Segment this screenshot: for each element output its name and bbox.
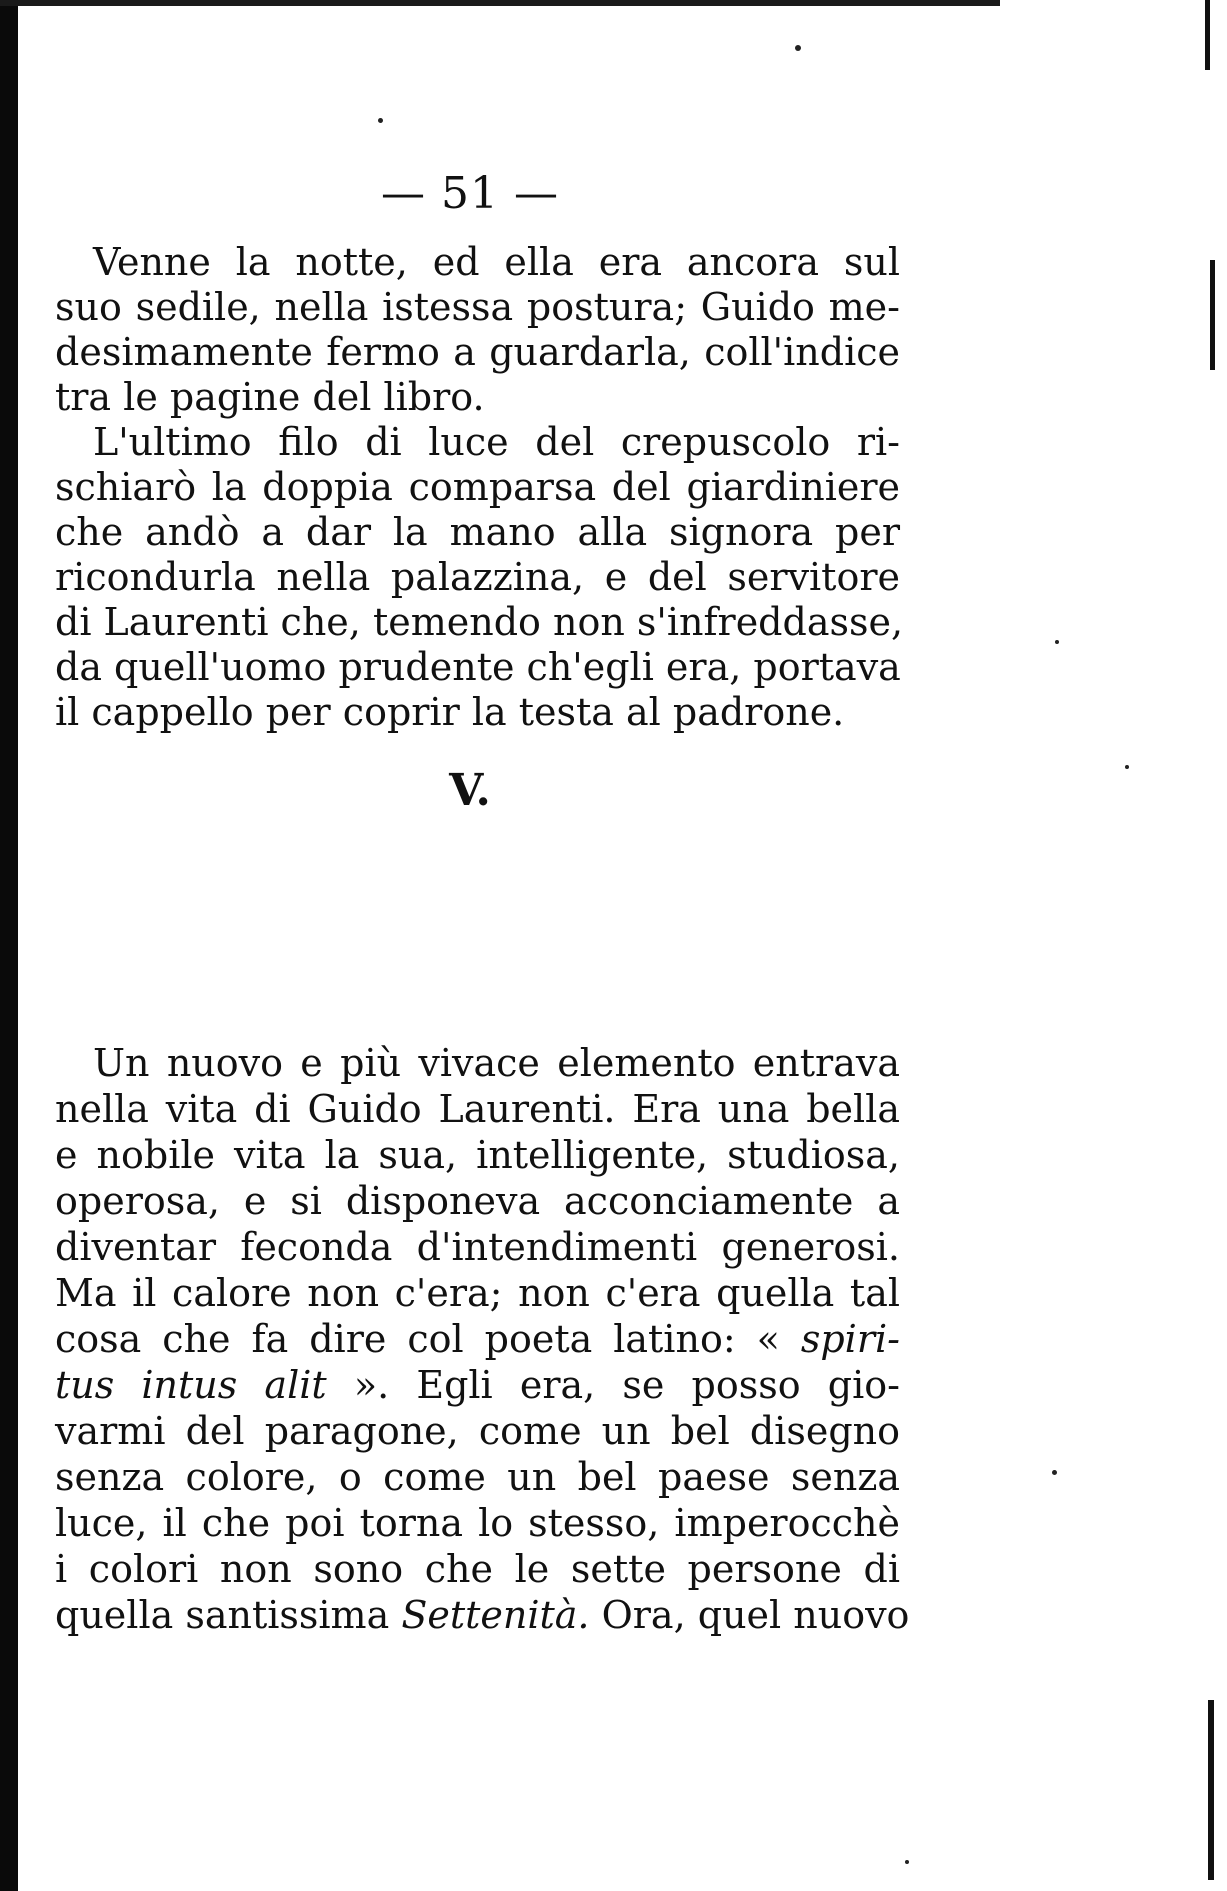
scan-right-mark [1208, 1700, 1214, 1880]
emphasized-word: Settenità. [401, 1593, 590, 1637]
text-line: L'ultimo filo di luce del crepuscolo ri- [93, 420, 900, 464]
text-line: senza colore, o come un bel paese senza [55, 1455, 900, 1499]
text-fragment: cosa che fa dire col poeta latino: « [55, 1317, 780, 1361]
scan-left-border [0, 0, 18, 1891]
text-line: tra le pagine del libro. [55, 375, 485, 419]
text-line: da quell'uomo prudente ch'egli era, portava [55, 645, 901, 689]
scan-right-mark [1205, 0, 1210, 70]
text-line: Venne la notte, ed ella era ancora sul [93, 240, 900, 284]
speck [378, 118, 383, 123]
text-line: Un nuovo e più vivace elemento entrava [93, 1041, 900, 1085]
text-line [55, 1592, 910, 1638]
text-line: Ma il calore non c'era; non c'era quella tal [55, 1271, 900, 1315]
text-line: operosa, e si disponeva acconciamente a [55, 1179, 900, 1223]
text-line: che andò a dar la mano alla signora per [55, 510, 900, 554]
main-text-upper [55, 240, 904, 735]
section-heading: V. [449, 765, 491, 816]
text-fragment: quella santissima [55, 1593, 390, 1637]
speck [1052, 1470, 1057, 1475]
text-fragment: ». Egli era, se posso gio- [353, 1363, 900, 1407]
text-line: di Laurenti che, temendo non s'infreddasse, [55, 600, 904, 644]
text-fragment: Ora, quel nuovo [601, 1593, 910, 1637]
text-line: suo sedile, nella istessa postura; Guido me- [55, 285, 900, 329]
scan-top-border [0, 0, 1000, 6]
speck [1055, 640, 1059, 644]
text-line: e nobile vita la sua, intelligente, studiosa, [55, 1133, 900, 1177]
text-line: i colori non sono che le sette persone di [55, 1547, 900, 1591]
scan-right-mark [1210, 260, 1215, 370]
speck [905, 1860, 909, 1864]
text-line: desimamente fermo a guardarla, coll'indice [55, 330, 900, 374]
text-line: nella vita di Guido Laurenti. Era una bella [55, 1087, 900, 1131]
text-line: schiarò la doppia comparsa del giardiniere [55, 465, 900, 509]
text-line: diventar feconda d'intendimenti generosi. [55, 1225, 900, 1269]
text-line: il cappello per coprir la testa al padrone. [55, 690, 845, 734]
text-line [55, 1316, 900, 1362]
text-line: varmi del paragone, come un bel disegno [55, 1409, 900, 1453]
latin-quote-fragment: tus intus alit [55, 1363, 327, 1407]
text-line: luce, il che poi torna lo stesso, imperocchè [55, 1501, 900, 1545]
main-text-lower [55, 1040, 910, 1638]
page-number: — 51 — [381, 168, 559, 219]
speck [1125, 765, 1129, 769]
text-line: ricondurla nella palazzina, e del servitore [55, 555, 900, 599]
text-line [55, 1362, 900, 1408]
speck [795, 45, 801, 51]
latin-quote-fragment: spiri- [800, 1317, 900, 1361]
